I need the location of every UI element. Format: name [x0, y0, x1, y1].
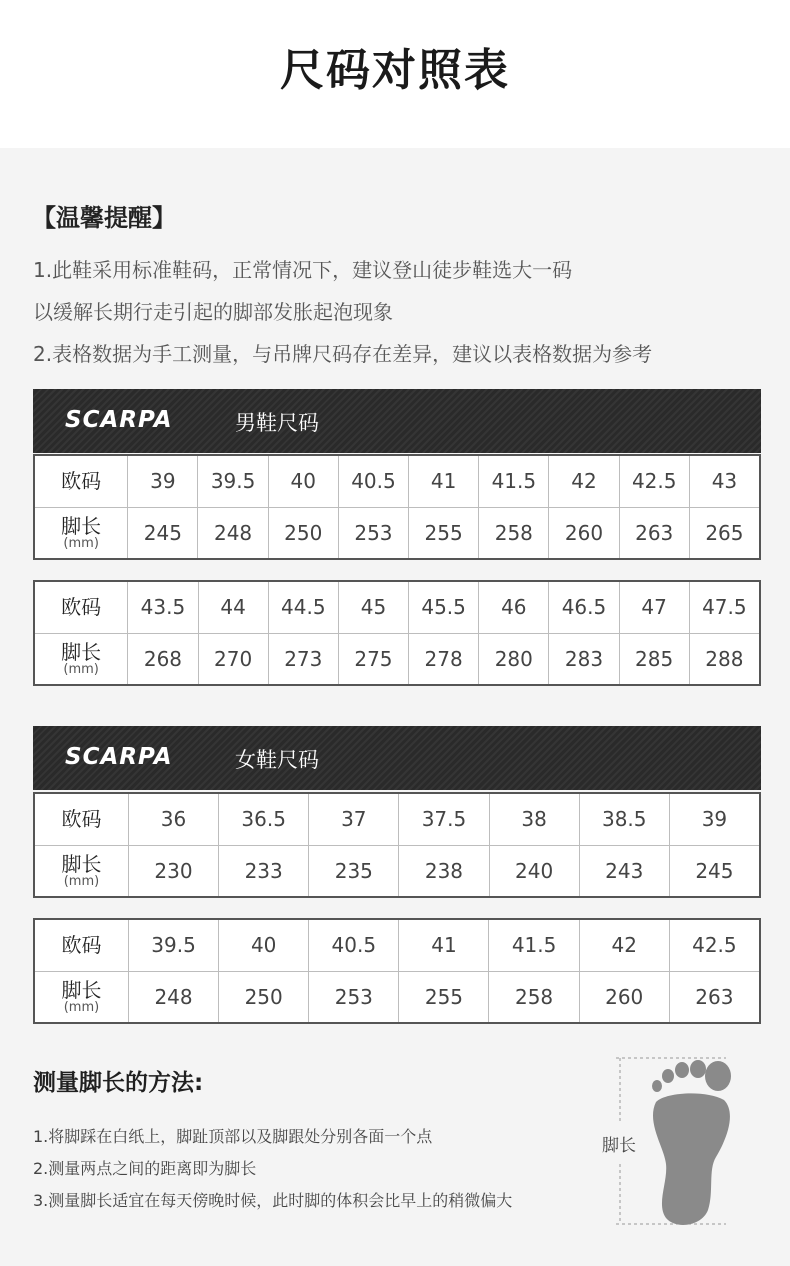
eu-size-cell: 38: [489, 793, 579, 845]
tip-line-1: 1.此鞋采用标准鞋码，正常情况下，建议登山徒步鞋选大一码: [33, 258, 573, 282]
women-size-table-2: [33, 918, 761, 1024]
brand-logo: SCARPA: [65, 407, 173, 433]
foot-length-cell: 243: [579, 845, 669, 897]
foot-length-label-text: 脚长: [61, 851, 102, 876]
eu-size-row: [34, 919, 760, 971]
eu-size-cell: 39: [669, 793, 760, 845]
foot-length-label-text: 脚长: [61, 977, 102, 1002]
eu-size-cell: 41: [409, 455, 479, 507]
eu-size-cell: 42.5: [669, 919, 760, 971]
eu-size-cell: 40: [268, 455, 338, 507]
eu-size-cell: 41: [399, 919, 489, 971]
page-title: 尺码对照表: [280, 45, 510, 96]
unit-label: (mm): [63, 999, 100, 1015]
eu-size-row-label: [34, 581, 128, 633]
foot-length-row: [34, 507, 760, 559]
foot-length-row-label: [34, 633, 128, 685]
foot-length-row: [34, 845, 760, 897]
page-header: [0, 0, 790, 148]
foot-length-cell: 263: [619, 507, 689, 559]
eu-size-cell: 46: [479, 581, 549, 633]
foot-length-row-label: [34, 845, 128, 897]
eu-size-cell: 39: [128, 455, 198, 507]
foot-length-cell: 278: [409, 633, 479, 685]
foot-length-cell: 235: [309, 845, 399, 897]
foot-length-cell: 270: [198, 633, 268, 685]
eu-size-cell: 47.5: [689, 581, 760, 633]
eu-size-cell: 37.5: [399, 793, 489, 845]
foot-length-cell: 253: [338, 507, 408, 559]
eu-size-cell: 36: [128, 793, 218, 845]
method-line-3: 3.测量脚长适宜在每天傍晚时候，此时脚的体积会比早上的稍微偏大: [33, 1191, 513, 1210]
eu-size-cell: 41.5: [489, 919, 579, 971]
eu-size-cell: 38.5: [579, 793, 669, 845]
eu-size-cell: 39.5: [128, 919, 218, 971]
eu-size-cell: 43.5: [128, 581, 198, 633]
eu-size-cell: 45.5: [409, 581, 479, 633]
men-size-banner: [33, 389, 761, 453]
foot-length-cell: 245: [128, 507, 198, 559]
eu-size-cell: 43: [689, 455, 760, 507]
eu-size-cell: 46.5: [549, 581, 619, 633]
eu-size-cell: 45: [338, 581, 408, 633]
eu-size-row-label: [34, 455, 128, 507]
men-size-table-2: [33, 580, 761, 686]
unit-label: (mm): [63, 873, 100, 889]
foot-length-cell: 255: [399, 971, 489, 1023]
women-size-table-1: [33, 792, 761, 898]
foot-length-cell: 285: [619, 633, 689, 685]
foot-length-cell: 288: [689, 633, 760, 685]
method-heading: 测量脚长的方法:: [33, 1070, 204, 1096]
foot-length-cell: 273: [268, 633, 338, 685]
foot-length-cell: 280: [479, 633, 549, 685]
eu-size-label: 欧码: [61, 469, 102, 494]
eu-size-cell: 36.5: [219, 793, 309, 845]
method-line-1: 1.将脚踩在白纸上，脚趾顶部以及脚跟处分别各面一个点: [33, 1127, 433, 1146]
foot-length-cell: 233: [219, 845, 309, 897]
foot-length-cell: 250: [219, 971, 309, 1023]
foot-length-cell: 283: [549, 633, 619, 685]
men-size-table-1: [33, 454, 761, 560]
foot-length-cell: 260: [549, 507, 619, 559]
foot-length-cell: 240: [489, 845, 579, 897]
foot-length-cell: 258: [489, 971, 579, 1023]
foot-length-row: [34, 971, 760, 1023]
foot-length-cell: 245: [669, 845, 760, 897]
foot-length-row: [34, 633, 760, 685]
eu-size-row: [34, 455, 760, 507]
tip-line-2: 以缓解长期行走引起的脚部发胀起泡现象: [33, 300, 393, 324]
foot-length-cell: 230: [128, 845, 218, 897]
foot-length-cell: 268: [128, 633, 198, 685]
eu-size-row: [34, 581, 760, 633]
foot-length-label-text: 脚长: [61, 639, 102, 664]
eu-size-cell: 40.5: [309, 919, 399, 971]
eu-size-cell: 39.5: [198, 455, 268, 507]
foot-length-cell: 253: [309, 971, 399, 1023]
foot-length-cell: 250: [268, 507, 338, 559]
foot-length-row-label: [34, 971, 128, 1023]
foot-length-cell: 248: [128, 971, 218, 1023]
foot-length-label: 脚长: [602, 1136, 636, 1156]
foot-length-cell: 260: [579, 971, 669, 1023]
foot-length-cell: 275: [338, 633, 408, 685]
eu-size-label: 欧码: [61, 595, 102, 620]
eu-size-row-label: [34, 919, 128, 971]
eu-size-cell: 40: [219, 919, 309, 971]
foot-length-label-text: 脚长: [61, 513, 102, 538]
women-size-banner: [33, 726, 761, 790]
foot-length-cell: 258: [479, 507, 549, 559]
eu-size-cell: 41.5: [479, 455, 549, 507]
foot-length-cell: 263: [669, 971, 760, 1023]
unit-label: (mm): [63, 535, 99, 551]
foot-length-cell: 248: [198, 507, 268, 559]
eu-size-label: 欧码: [61, 807, 102, 832]
eu-size-cell: 37: [309, 793, 399, 845]
eu-size-cell: 44.5: [268, 581, 338, 633]
women-size-label: 女鞋尺码: [235, 748, 319, 772]
foot-length-cell: 265: [689, 507, 760, 559]
foot-length-cell: 238: [399, 845, 489, 897]
brand-logo: SCARPA: [65, 744, 173, 770]
eu-size-row-label: [34, 793, 128, 845]
eu-size-label: 欧码: [61, 933, 102, 958]
eu-size-cell: 40.5: [338, 455, 408, 507]
method-line-2: 2.测量两点之间的距离即为脚长: [33, 1159, 257, 1178]
eu-size-cell: 44: [198, 581, 268, 633]
eu-size-cell: 42: [579, 919, 669, 971]
tip-line-3: 2.表格数据为手工测量，与吊牌尺码存在差异，建议以表格数据为参考: [33, 342, 653, 366]
eu-size-cell: 42: [549, 455, 619, 507]
eu-size-cell: 47: [619, 581, 689, 633]
foot-length-cell: 255: [409, 507, 479, 559]
tips-heading: 【温馨提醒】: [32, 204, 176, 232]
eu-size-cell: 42.5: [619, 455, 689, 507]
eu-size-row: [34, 793, 760, 845]
foot-length-row-label: [34, 507, 128, 559]
unit-label: (mm): [63, 661, 99, 677]
men-size-label: 男鞋尺码: [235, 411, 319, 435]
